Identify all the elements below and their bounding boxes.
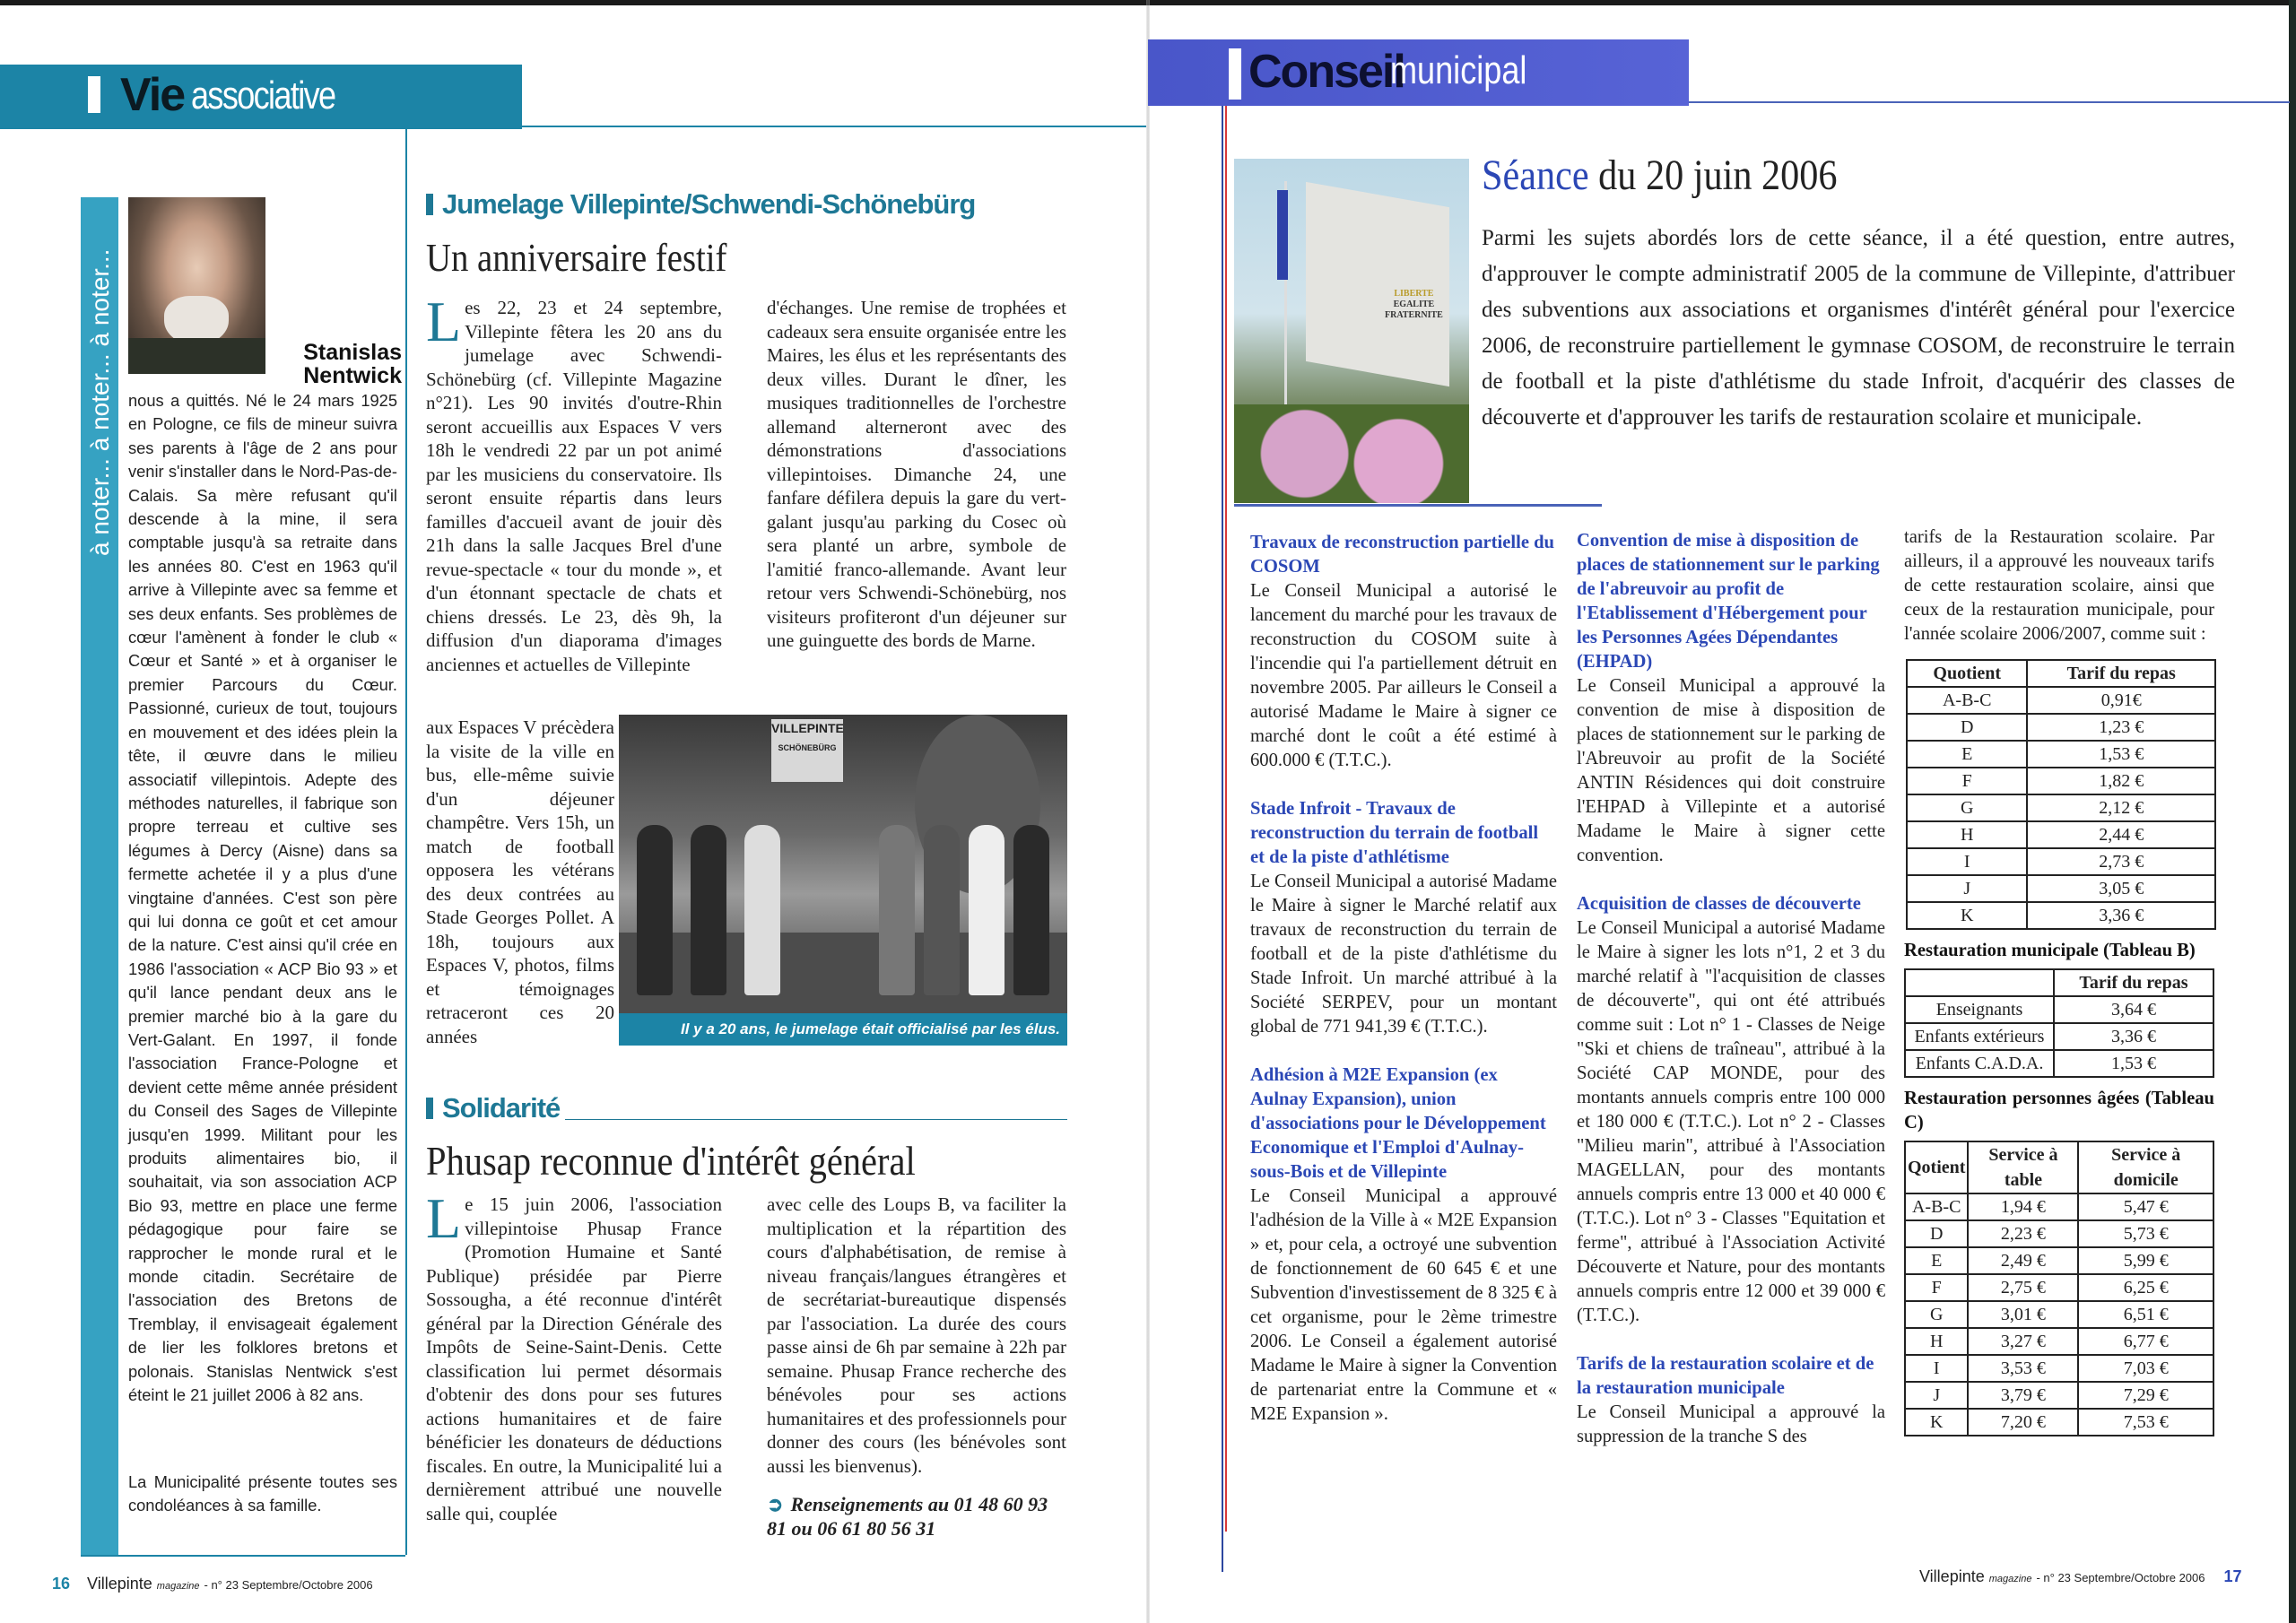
a-noter-text: à noter... à noter... à noter... bbox=[86, 248, 114, 556]
row-label: Enseignants bbox=[1905, 996, 2054, 1023]
column-rule bbox=[405, 129, 407, 1555]
title-blue: Séance bbox=[1482, 152, 1589, 199]
price-cell: 5,99 € bbox=[2078, 1247, 2213, 1274]
kicker-marker bbox=[426, 1098, 433, 1119]
solidarite-title: Phusap reconnue d'intérêt général bbox=[426, 1138, 916, 1184]
table-row bbox=[1907, 848, 2215, 875]
building-facade bbox=[1306, 182, 1449, 386]
price-cell: 3,01 € bbox=[1968, 1301, 2078, 1328]
row-label: A-B-C bbox=[1907, 687, 2027, 714]
price-cell: 3,53 € bbox=[1968, 1355, 2078, 1382]
column-rule-blue bbox=[1222, 106, 1223, 1572]
table-row bbox=[1907, 714, 2215, 741]
council-column-1 bbox=[1250, 531, 1557, 1451]
footer-brand: Villepinte bbox=[87, 1575, 152, 1593]
table-row bbox=[1905, 1220, 2213, 1247]
item-heading: Tarifs de la restauration scolaire et de la restauration municipale bbox=[1577, 1354, 1874, 1398]
table-row bbox=[1905, 1023, 2213, 1050]
jumelage-kicker bbox=[426, 188, 975, 221]
item-heading: Adhésion à M2E Expansion (ex Aulnay Expansion), union d'associations pour le Développement Economique et l'Emploi d'Aulnay-sous-Bois et de Villepinte bbox=[1250, 1065, 1546, 1182]
price-cell: 5,73 € bbox=[2078, 1220, 2213, 1247]
item-body: Le Conseil Municipal a approuvé la suppression de la tranche S des bbox=[1577, 1402, 1885, 1446]
motto-line: EGALITE bbox=[1393, 299, 1435, 309]
portrait-photo bbox=[128, 197, 265, 374]
row-label: F bbox=[1907, 768, 2027, 794]
jumelage-title: Un anniversaire festif bbox=[426, 236, 727, 280]
row-label: I bbox=[1907, 848, 2027, 875]
price-cell: 6,25 € bbox=[2078, 1274, 2213, 1301]
price-cell: 1,53 € bbox=[2054, 1050, 2213, 1077]
flower-bed bbox=[1234, 404, 1469, 503]
table-row bbox=[1905, 1050, 2213, 1077]
footer-issue: - n° 23 Septembre/Octobre 2006 bbox=[204, 1578, 373, 1592]
jumelage-kicker-text: Jumelage Villepinte/Schwendi-Schönebürg bbox=[442, 188, 976, 220]
price-cell: 3,79 € bbox=[1968, 1382, 2078, 1409]
price-cell: 3,05 € bbox=[2027, 875, 2215, 902]
banner-bold: Vie bbox=[120, 69, 185, 121]
photo-person bbox=[691, 825, 726, 995]
row-label: D bbox=[1905, 1220, 1968, 1247]
jumelage-photo bbox=[619, 715, 1067, 1013]
table-row bbox=[1907, 768, 2215, 794]
price-cell: 2,73 € bbox=[2027, 848, 2215, 875]
photo-person bbox=[637, 825, 673, 995]
table-row bbox=[1907, 875, 2215, 902]
table-row bbox=[1907, 741, 2215, 768]
photo-person bbox=[879, 825, 915, 995]
page-spine bbox=[1146, 0, 1150, 1623]
table-header bbox=[1905, 969, 2054, 996]
item-heading: Convention de mise à disposition de places de stationnement sur le parking de l'abreuvoir au profit de l'Etablissement d'Hébergement pour les Personnes Agées Dépendantes (EHPAD) bbox=[1577, 531, 1880, 672]
table-row bbox=[1905, 1382, 2213, 1409]
jumelage-column-2: d'échanges. Une remise de trophées et cadeaux sera ensuite organisée entre les Maires, les élus et les représentants des deux villes. Durant le dîner, les musiques traditionnelles de l'orchestre allemand alterneront avec des démonstrations d'associations villepintoises. Dimanche 24, une fanfare défilera depuis la gare du vert-galant jusqu'au parking du Cosec où sera planté un arbre, symbole de l'amitié franco-allemande. Avant leur retour vers Schwendi-Schönebürg, nos visiteurs profiteront d'un déjeuner sur une guinguette des bords de Marne. bbox=[767, 297, 1066, 651]
council-column-2 bbox=[1577, 529, 1885, 1473]
footer-issue: - n° 23 Septembre/Octobre 2006 bbox=[2036, 1571, 2205, 1584]
solidarite-kicker-text: Solidarité bbox=[442, 1092, 561, 1124]
item-heading: Acquisition de classes de découverte bbox=[1577, 894, 1861, 914]
table-b-title: Restauration municipale (Tableau B) bbox=[1904, 941, 2196, 960]
photo-caption: Il y a 20 ans, le jumelage était officialisé par les élus. bbox=[619, 1013, 1067, 1046]
arrow-icon: ➲ bbox=[767, 1493, 784, 1515]
photo-sign bbox=[771, 719, 843, 782]
table-row bbox=[1905, 1247, 2213, 1274]
footer-right bbox=[1919, 1567, 2242, 1586]
price-cell: 6,77 € bbox=[2078, 1328, 2213, 1355]
row-label: E bbox=[1905, 1247, 1968, 1274]
table-row bbox=[1905, 1193, 2213, 1220]
table-row bbox=[1907, 794, 2215, 821]
seance-title bbox=[1482, 151, 1838, 200]
price-cell: 1,23 € bbox=[2027, 714, 2215, 741]
table-a-restauration-scolaire bbox=[1906, 659, 2216, 930]
table-row bbox=[1905, 1274, 2213, 1301]
council-column-3 bbox=[1904, 525, 2214, 1436]
price-cell: 1,94 € bbox=[1968, 1193, 2078, 1220]
solidarite-column-2: avec celle des Loups B, va faciliter la multiplication et la répartition des cours d'alphabétisation, de remise à niveau français/langues étrangères et de secrétariat-bureautique dispensés par l'association. La durée des cours passe ainsi de 6h par semaine à 22h par semaine. Phusap France recherche des bénévoles pour ses actions humanitaires et des professionnels pour donner des cours (les bénévoles sont aussi les bienvenus). bbox=[767, 1193, 1066, 1477]
row-label: K bbox=[1905, 1409, 1968, 1436]
footer-brand-sub: magazine bbox=[156, 1581, 200, 1592]
town-hall-photo bbox=[1234, 159, 1469, 503]
price-cell: 5,47 € bbox=[2078, 1193, 2213, 1220]
row-label: H bbox=[1905, 1328, 1968, 1355]
table-header: Tarif du repas bbox=[2027, 660, 2215, 687]
table-c-title: Restauration personnes âgées (Tableau C) bbox=[1904, 1089, 2214, 1133]
table-b-restauration-municipale bbox=[1904, 968, 2214, 1078]
section-banner-vie-associative bbox=[0, 65, 522, 129]
row-label: H bbox=[1907, 821, 2027, 848]
jumelage-column-1b: aux Espaces V précèdera la visite de la ville en bus, elle-même suivie d'un déjeuner champêtre. Vers 15h, un match de football opposera les vétérans des deux contrées au Stade Georges Pollet. A 18h, toujours aux Espaces V, photos, films et témoignages retraceront ces 20 années bbox=[426, 716, 614, 1047]
header-rule bbox=[1689, 101, 2290, 103]
price-cell: 2,44 € bbox=[2027, 821, 2215, 848]
section-banner-conseil-municipal bbox=[1148, 39, 1689, 106]
price-cell: 7,20 € bbox=[1968, 1409, 2078, 1436]
price-cell: 7,53 € bbox=[2078, 1409, 2213, 1436]
table-row bbox=[1905, 1355, 2213, 1382]
title-rest: du 20 juin 2006 bbox=[1598, 152, 1838, 199]
price-cell: 3,27 € bbox=[1968, 1328, 2078, 1355]
dropcap: L bbox=[426, 290, 462, 353]
price-cell: 1,53 € bbox=[2027, 741, 2215, 768]
price-cell: 0,91€ bbox=[2027, 687, 2215, 714]
row-label: A-B-C bbox=[1905, 1193, 1968, 1220]
table-row bbox=[1905, 1328, 2213, 1355]
item-heading: Stade Infroit - Travaux de reconstruction du terrain de football et de la piste d'athlétisme bbox=[1250, 799, 1539, 867]
banner-marker bbox=[88, 76, 100, 113]
banner-marker bbox=[1229, 48, 1241, 100]
banner-bold: Conseil bbox=[1248, 46, 1405, 98]
table-header: Service à table bbox=[1968, 1141, 2078, 1193]
dropcap: L bbox=[426, 1186, 462, 1250]
solidarite-col1-text: e 15 juin 2006, l'association villepintoise Phusap France (Promotion Humaine et Santé Publique) présidée par Pierre Sossougha, a été reconnue d'intérêt général par la Direction Générale des Impôts de Seine-Saint-Denis. Cette classification lui permet désormais d'obtenir des dons pour ses futures actions humanitaires et de faire bénéficier les donateurs de déductions fiscales. En outre, la Municipalité lui a dernièrement attribué une nouvelle salle qui, couplée bbox=[426, 1193, 722, 1524]
kicker-rule bbox=[565, 1119, 1067, 1120]
row-label: K bbox=[1907, 902, 2027, 929]
banner-light: municipal bbox=[1390, 48, 1527, 92]
table-header: Qotient bbox=[1905, 1141, 1968, 1193]
table-row bbox=[1905, 1301, 2213, 1328]
photo-rule bbox=[1234, 504, 1602, 507]
row-label: G bbox=[1905, 1301, 1968, 1328]
item-body: Le Conseil Municipal a autorisé Madame le Maire à signer les lots n°1, 2 et 3 du marché relatif à "l'acquisition de classes de découverte", qui ont été attribués comme suit : Lot n° 1 - Classes de Neige "Ski et chiens de traîneau", attribué à la Société CAP MONDE, pour des montants annuels compris entre 100 000 et 180 000 € (T.T.C.). Lot n° 2 - Classes "Milieu marin", attribué à l'Association MAGELLAN, pour des montants annuels compris entre 13 000 et 40 000 € (T.T.C.). Lot n° 3 - Classes "Equitation et ferme", attribué à l'Association Activité Découverte et Nature, pour des montants annuels compris entre 12 000 et 39 000 € (T.T.C.). bbox=[1577, 918, 1885, 1325]
tarifs-continuation: tarifs de la Restauration scolaire. Par ailleurs, il a approuvé les nouveaux tarifs de cette restauration scolaire, ainsi que ceux de la restauration municipale, pour l'année scolaire 2006/2007, comme suit : bbox=[1904, 527, 2214, 644]
photo-person bbox=[1013, 825, 1049, 995]
obituary-closing: La Municipalité présente toutes ses condoléances à sa famille. bbox=[128, 1472, 397, 1515]
portrait-shirt bbox=[128, 338, 265, 374]
item-body: Le Conseil Municipal a approuvé la convention de mise à disposition de places de stationnement sur le parking de l'Abreuvoir au profit de la Société ANTIN Résidences qui doit construire l'EHPAD à Villepinte et a autorisé Madame le Maire à signer cette convention. bbox=[1577, 676, 1885, 865]
motto-line: FRATERNITE bbox=[1385, 310, 1443, 320]
price-cell: 2,49 € bbox=[1968, 1247, 2078, 1274]
table-row bbox=[1907, 902, 2215, 929]
price-cell: 6,51 € bbox=[2078, 1301, 2213, 1328]
column-rule-red bbox=[1225, 106, 1227, 1532]
scan-right-edge bbox=[2289, 0, 2296, 1623]
item-body: Le Conseil Municipal a approuvé l'adhésion de la Ville à « M2E Expansion » et, pour cela, a octroyé une subvention de fonctionnement de 60 645 € et une Subvention d'investissement de 8 325 € à cet organisme, pour le 2ème trimestre 2006. Le Conseil a également autorisé Madame le Maire à signer la Convention de partenariat entre la Commune et « M2E Expansion ». bbox=[1250, 1186, 1557, 1424]
table-row bbox=[1905, 996, 2213, 1023]
price-cell: 3,36 € bbox=[2054, 1023, 2213, 1050]
kicker-marker bbox=[426, 194, 433, 215]
price-cell: 3,64 € bbox=[2054, 996, 2213, 1023]
table-row bbox=[1905, 1409, 2213, 1436]
table-header: Service à domicile bbox=[2078, 1141, 2213, 1193]
banner-light: associative bbox=[191, 74, 335, 117]
page-number: 17 bbox=[2223, 1567, 2242, 1585]
row-label: D bbox=[1907, 714, 2027, 741]
row-label: G bbox=[1907, 794, 2027, 821]
footer-left bbox=[52, 1575, 373, 1593]
solidarite-kicker bbox=[426, 1092, 560, 1124]
table-header: Tarif du repas bbox=[2054, 969, 2213, 996]
contact-text: Renseignements au 01 48 60 93 81 ou 06 61 80 56 31 bbox=[767, 1493, 1048, 1540]
row-label: J bbox=[1907, 875, 2027, 902]
table-row bbox=[1907, 687, 2215, 714]
row-label: Enfants C.A.D.A. bbox=[1905, 1050, 2054, 1077]
item-body: Le Conseil Municipal a autorisé Madame le Maire à signer le Marché relatif aux travaux de reconstruction du terrain de football et de la piste d'athlétisme du Stade Infroit. Un marché attribué à la Société SERPEV, pour un montant global de 771 941,39 € (T.T.C.). bbox=[1250, 872, 1557, 1037]
contact-info bbox=[767, 1492, 1072, 1541]
row-label: J bbox=[1905, 1382, 1968, 1409]
price-cell: 2,75 € bbox=[1968, 1274, 2078, 1301]
header-rule bbox=[522, 126, 1146, 127]
obituary-name: Stanislas Nentwick bbox=[303, 340, 402, 388]
table-c-personnes-agees bbox=[1904, 1141, 2214, 1436]
price-cell: 2,23 € bbox=[1968, 1220, 2078, 1247]
jumelage-column-1 bbox=[426, 290, 722, 676]
obituary-sidebar bbox=[81, 197, 405, 1557]
item-heading: Travaux de reconstruction partielle du COSOM bbox=[1250, 533, 1555, 577]
seance-intro: Parmi les sujets abordés lors de cette séance, il a été question, entre autres, d'approuver le compte administratif 2005 de la commune de Villepinte, d'attribuer des subventions aux associations et organismes d'intérêt général pour l'exercice 2006, de reconstruire partiellement le gymnase COSOM, de reconstruire le terrain de football et la piste d'athlétisme du stade Infroit, d'acquérir des classes de découverte et d'approuver les tarifs de restauration scolaire et municipale. bbox=[1482, 226, 2235, 430]
solidarite-column-1 bbox=[426, 1186, 722, 1525]
a-noter-strip bbox=[81, 197, 118, 1555]
price-cell: 7,03 € bbox=[2078, 1355, 2213, 1382]
jumelage-col1-text: es 22, 23 et 24 septembre, Villepinte fêtera les 20 ans du jumelage avec Schwendi-Schönebürg (cf. Villepinte Magazine n°21). Les 90 invités d'outre-Rhin seront accueillis aux Espaces V vers 18h le vendredi 22 par un pot animé par les musiciens du conservatoire. Ils seront ensuite répartis dans leurs familles d'accueil avant de jouir dès 21h dans la salle Jacques Brel d'une revue-spectacle « tour du monde », et d'un étonnant spectacle de chats et chiens dressés. Le 23, dès 9h, la diffusion d'un diaporama d'images anciennes et actuelles de Villepinte bbox=[426, 297, 722, 675]
photo-person bbox=[744, 825, 780, 995]
price-cell: 7,29 € bbox=[2078, 1382, 2213, 1409]
row-label: I bbox=[1905, 1355, 1968, 1382]
photo-person bbox=[969, 825, 1004, 995]
sign-text-2: SCHÖNEBÜRG bbox=[778, 743, 837, 752]
row-label: F bbox=[1905, 1274, 1968, 1301]
price-cell: 1,82 € bbox=[2027, 768, 2215, 794]
price-cell: 2,12 € bbox=[2027, 794, 2215, 821]
price-cell: 3,36 € bbox=[2027, 902, 2215, 929]
item-body: Le Conseil Municipal a autorisé le lancement du marché pour les travaux de reconstruction du COSOM suite à l'incendie qui l'a partiellement détruit en novembre 2005. Par ailleurs le Conseil a autorisé Madame le Maire à signer ce marché dont le coût a été estimé à 600.000 € (T.T.C.). bbox=[1250, 581, 1557, 770]
sign-text: VILLEPINTE bbox=[771, 721, 844, 735]
obituary-body: nous a quittés. Né le 24 mars 1925 en Pologne, ce fils de mineur suivra ses parents à l'âge de 2 ans pour venir s'installer dans le Nord-Pas-de-Calais. Sa mère refusant qu'il descende à la mine, il sera comptable jusqu'à sa retraite dans les années 80. C'est en 1963 qu'il arrive à Villepinte avec sa femme et ses deux enfants. Ses problèmes de cœur l'amènent à fonder le club « Cœur et Santé » et à organiser le premier Parcours du Cœur. Passionné, curieux de tout, toujours en mouvement et des idées plein la tête, il œuvre dans le milieu associatif villepintois. Adepte des méthodes naturelles, il fabrique son propre terreau et cultive ses légumes à Dercy (Aisne) dans sa fermette achetée il y a plus d'une vingtaine d'années. C'est son père qui lui donna ce goût et cet amour de la nature. C'est ainsi qu'il crée en 1986 l'association « ACP Bio 93 » et qu'il lance pendant deux ans le premier marché bio à la gare du Vert-Galant. En 1997, il fonde l'association France-Pologne et devient cette même année président du Conseil des Sages de Villepinte jusqu'en 1999. Militant pour les produits alimentaires bio, il souhaitait, via son association ACP Bio 93, mettre en place une ferme pédagogique pour faire se rapprocher le monde rural et le monde citadin. Secrétaire de l'association des Bretons de Tremblay, il envisageait également de lier les folklores bretons et polonais. Stanislas Nentwick s'est éteint le 21 juillet 2006 à 82 ans. bbox=[128, 391, 397, 1405]
table-header: Quotient bbox=[1907, 660, 2027, 687]
building-motto bbox=[1385, 289, 1443, 321]
footer-brand: Villepinte bbox=[1919, 1567, 1985, 1585]
row-label: Enfants extérieurs bbox=[1905, 1023, 2054, 1050]
footer-brand-sub: magazine bbox=[1988, 1574, 2032, 1584]
table-row bbox=[1907, 821, 2215, 848]
photo-person bbox=[924, 825, 960, 995]
motto-line: LIBERTE bbox=[1394, 289, 1434, 299]
page-number: 16 bbox=[52, 1575, 71, 1593]
row-label: E bbox=[1907, 741, 2027, 768]
eu-flag bbox=[1277, 190, 1288, 280]
